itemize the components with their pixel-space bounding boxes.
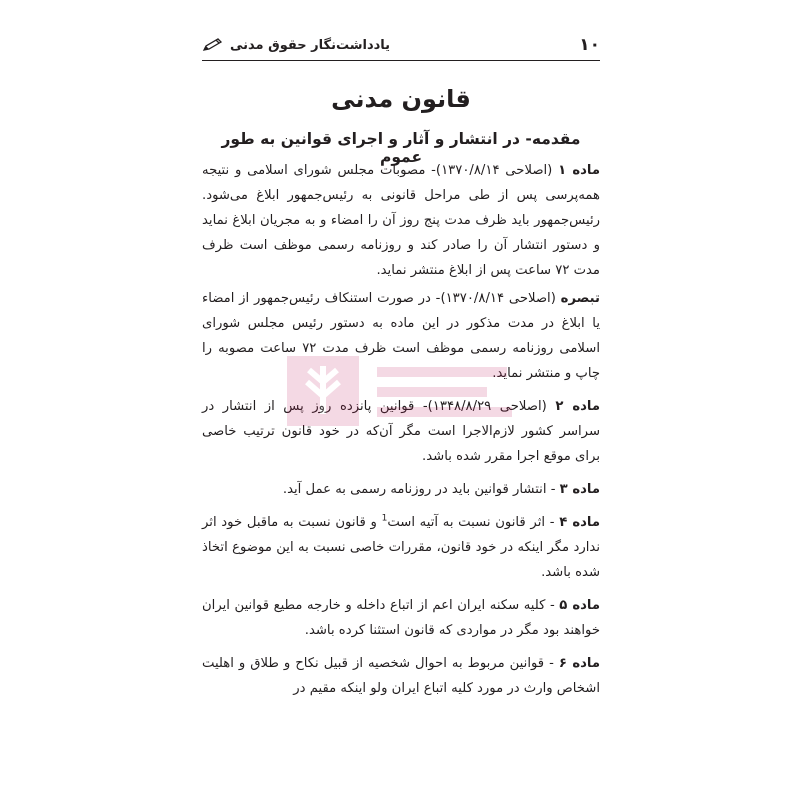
article-text: - قوانین مربوط به احوال شخصیه از قبیل نکاح و طلاق و اهلیت اشخاص وارث در مورد کلیه اتباع ایران ولو اینکه مقیم در	[202, 656, 600, 696]
article-5	[202, 593, 600, 643]
page-title: قانون مدنی	[331, 85, 471, 113]
article-text: - انتشار قوانین باید در روزنامه رسمی به عمل آید.	[282, 482, 556, 497]
article-2	[202, 394, 600, 469]
article-text: - اثر قانون نسبت به آتیه است	[387, 515, 555, 530]
footnote-marker: 1	[381, 513, 388, 524]
body-text	[202, 158, 600, 709]
pencil-icon	[202, 38, 224, 52]
header-title-group	[202, 38, 390, 53]
article-label: ماده ۱	[558, 163, 600, 178]
article-3	[202, 477, 600, 502]
article-label: ماده ۲	[555, 399, 600, 414]
section-heading: مقدمه- در انتشار و آثار و اجرای قوانین به طور عموم	[221, 130, 581, 166]
article-text: (اصلاحی ۱۳۷۰/۸/۱۴)- مصوبات مجلس شورای اسلامی و نتیجه همه‌پرسی پس از طی مراحل قانونی به رئیس‌جمهور ابلاغ می‌شود. رئیس‌جمهور باید ظرف مدت پنج روز آن را امضاء و به مجریان ابلاغ نماید و دستور انتشار آن را صادر کند و روزنامه رسمی موظف است ظرف مدت ۷۲ ساعت پس از ابلاغ منتشر نماید.	[202, 163, 600, 278]
article-6	[202, 651, 600, 701]
page-header	[202, 30, 600, 61]
article-text: - کلیه سکنه ایران اعم از اتباع داخله و خارجه مطیع قوانین ایران خواهند بود مگر در مواردی که قانون استثنا کرده باشد.	[202, 598, 600, 638]
article-4	[202, 510, 600, 585]
article-label: ماده ۳	[559, 482, 600, 497]
article-label: ماده ۶	[558, 656, 600, 671]
article-label: ماده ۴	[559, 515, 601, 530]
book-title: یادداشت‌نگار حقوق مدنی	[230, 37, 391, 53]
page-number: ۱۰	[579, 35, 600, 55]
article-label: تبصره	[560, 291, 600, 306]
article-1-note	[202, 286, 600, 386]
article-text: (اصلاحی ۱۳۴۸/۸/۲۹)- قوانین پانزده روز پس از انتشار در سراسر کشور لازم‌الاجرا است مگر آن‌که در خود قانون ترتیب خاصی برای موقع اجرا مقرر شده باشد.	[202, 399, 600, 464]
article-text: (اصلاحی ۱۳۷۰/۸/۱۴)- در صورت استنکاف رئیس‌جمهور از امضاء یا ابلاغ در مدت مذکور در این ماده به دستور رئیس مجلس شورای اسلامی روزنامه رسمی موظف است ظرف مدت ۷۲ ساعت مصوبه را چاپ و منتشر نماید.	[202, 291, 600, 381]
article-1	[202, 158, 600, 283]
article-label: ماده ۵	[559, 598, 600, 613]
article-text: و قانون نسبت به ماقبل خود اثر ندارد مگر اینکه در خود قانون، مقررات خاصی نسبت به این موضوع اتخاذ شده باشد.	[202, 515, 600, 580]
